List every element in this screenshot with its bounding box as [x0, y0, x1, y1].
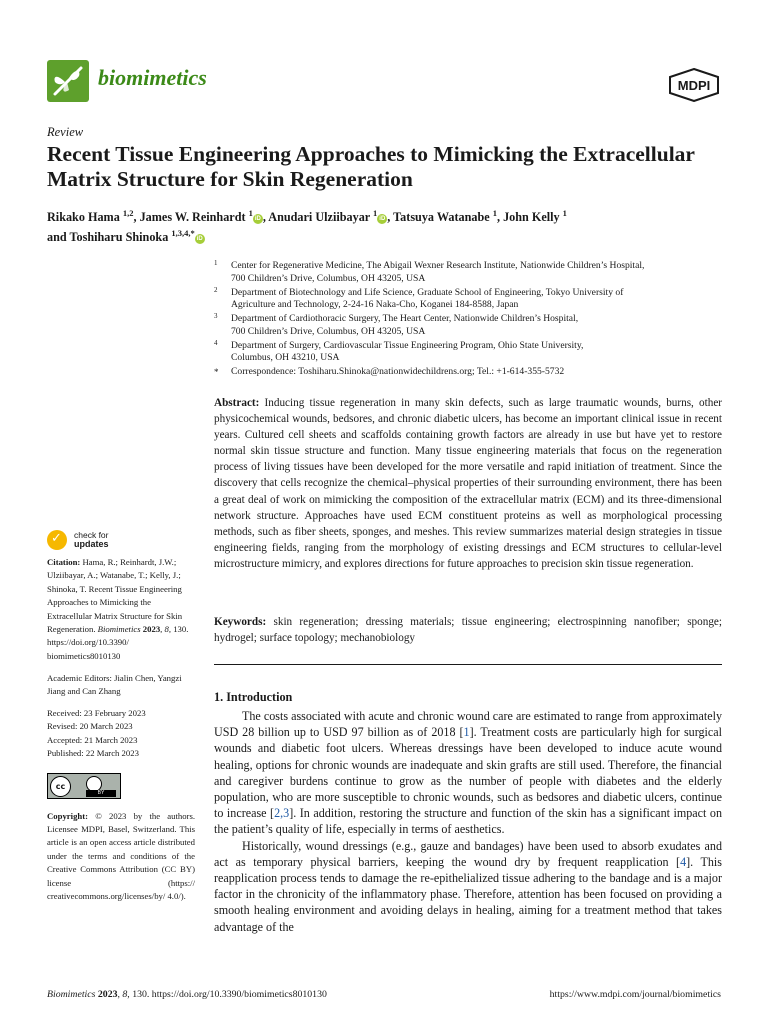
affiliation-item	[214, 340, 724, 365]
author-name: Toshiharu Shinoka	[69, 230, 169, 245]
affiliation-item	[214, 287, 724, 312]
section-heading: 1. Introduction	[214, 690, 293, 704]
citation: Citation: Hama, R.; Reinhardt, J.W.; Ulziibayar, A.; Watanabe, T.; Kelly, J.; Shinoka, T. Recent Tissue Engineering Approaches to Mimicking the Extracellular Matrix Structure for Skin Regeneration. Biomimetics 2023, 8, 130. https://doi.org/10.3390/ biomimetics8010130	[47, 557, 189, 661]
affiliation-number: 2	[214, 285, 218, 294]
reference-link[interactable]: 2,3	[274, 806, 290, 821]
copyright-label: Copyright:	[47, 810, 89, 821]
dragonfly-icon	[47, 60, 89, 102]
footer-doi[interactable]: , 130. https://doi.org/10.3390/biomimetics8010130	[127, 989, 327, 1000]
affiliation-number: 3	[214, 312, 218, 321]
citation-text: Hama, R.; Reinhardt, J.W.; Ulziibayar, A.; Watanabe, T.; Kelly, J.; Shinoka, T. Recent Tissue Engineering Approaches to Mimicking the Extracellular Matrix Structure for Skin Regeneration.	[47, 557, 183, 635]
accepted-date: Accepted: 21 March 2023	[47, 734, 138, 745]
paragraph-text: ]. In addition, restoring the structure and function of the skin has a significant impact on the patient’s quality of life, especially in terms of aesthetics.	[214, 806, 723, 837]
correspondence-line[interactable]: Correspondence: Toshiharu.Shinoka@nationwidechildrens.org; Tel.: +1-614-355-5732	[231, 366, 565, 378]
affiliation-line: 700 Children’s Drive, Columbus, OH 43205, USA	[231, 325, 426, 337]
author-affiliation-mark: 1	[373, 208, 378, 218]
article-type: Review	[47, 125, 84, 139]
paragraph-text: ]. This reapplication process tends to damage the re-epithelialized tissue adhering to the bandage and is a major factor in the chronicity of the inflammatory phase. Therefore, attention has been focused on providing a smooth healing environment and avoiding delays in healing, aiming for a treatment method that takes advantage of the	[214, 854, 723, 934]
keywords	[214, 614, 722, 646]
paragraph-text: ]. Treatment costs are particularly high for surgical wounds and diabetic foot ulcers. Whereas dressings have been developed to induce acute wound healing, options for chronic wounds are inadequate and skin grafts are still used. Therefore, the financial and caregiver burdens continue to grow as the number of people with diabetes and the elderly population, who are more susceptible to chronic wounds, such as bedsores and diabetic ulcers, continue to increase [	[214, 725, 723, 821]
citation-doi[interactable]: https://doi.org/10.3390/	[47, 637, 129, 648]
orcid-icon[interactable]: iD	[379, 216, 386, 223]
correspondence-mark: *	[214, 367, 219, 378]
author-name: Rikako Hama	[47, 210, 120, 225]
affiliation-number: 4	[214, 338, 218, 347]
footer-volume: 8	[122, 989, 128, 1000]
revised-date: Revised: 20 March 2023	[47, 721, 133, 732]
cc-by-license-badge[interactable]	[47, 773, 121, 799]
keywords-text: skin regeneration; dressing materials; tissue engineering; electrospinning nanofiber; sponge; hydrogel; surface topology; mechanobiology	[214, 616, 722, 645]
journal-logo	[47, 60, 89, 102]
creative-commons-icon: cc	[50, 776, 71, 797]
author-affiliation-mark: 1	[562, 208, 567, 218]
keywords-label: Keywords:	[214, 616, 267, 628]
orcid-icon[interactable]: iD	[196, 236, 203, 243]
published-date: Published: 22 March 2023	[47, 748, 139, 759]
orcid-icon[interactable]: iD	[254, 216, 261, 223]
citation-year: 2023	[142, 624, 161, 635]
citation-pages: , 130.	[168, 624, 189, 635]
affiliation-line: Department of Surgery, Cardiovascular Tissue Engineering Program, Ohio State University,	[231, 339, 584, 351]
received-date: Received: 23 February 2023	[47, 708, 146, 719]
author-name: James W. Reinhardt	[139, 210, 246, 225]
divider	[214, 664, 722, 665]
author-name: Anudari Ulziibayar	[268, 210, 370, 225]
copyright-text: © 2023 by the authors. Licensee MDPI, Basel, Switzerland. This article is an open access article distributed under the terms and conditions of the Creative Commons Attribution (CC BY) license (https:// creativecommons.org/licenses/by/ 4.0/).	[47, 810, 195, 902]
mdpi-logo[interactable]	[668, 68, 720, 102]
footer-journal: Biomimetics	[47, 989, 96, 1000]
author-affiliation-mark: 1,2	[122, 208, 134, 218]
author-affiliation-mark: 1	[492, 208, 497, 218]
copyright	[47, 810, 195, 904]
affiliation-item	[214, 260, 724, 285]
affiliation-line: 700 Children’s Drive, Columbus, OH 43205, USA	[231, 272, 426, 284]
author-name: Tatsuya Watanabe	[393, 210, 490, 225]
paragraph-text: The costs associated with acute and chronic wound care are estimated to range from approximately USD 28 billion up to USD 97 billion as of 2018 [	[214, 709, 722, 740]
check-line-2: updates	[74, 539, 109, 549]
affiliation-line: Columbus, OH 43210, USA	[231, 352, 340, 364]
reference-link[interactable]: 4	[680, 854, 687, 869]
sidebar	[47, 556, 195, 912]
author-affiliation-mark: 1	[248, 208, 253, 218]
citation-doi-cont[interactable]: biomimetics8010130	[47, 650, 121, 661]
check-icon	[47, 530, 67, 550]
author-name: John Kelly	[503, 210, 560, 225]
introduction-body	[214, 708, 722, 935]
affiliation-line: Department of Cardiothoracic Surgery, The Heart Center, Nationwide Children’s Hospital,	[231, 313, 579, 325]
affiliation-line: Center for Regenerative Medicine, The Abigail Wexner Research Institute, Nationwide Children’s Hospital,	[231, 260, 645, 271]
paragraph-text: Historically, wound dressings (e.g., gauze and bandages) have been used to absorb exudates and act as temporary physical barriers, keeping the wound dry by frequent reapplication [	[214, 838, 722, 869]
reference-link[interactable]: 1	[463, 725, 470, 740]
affiliation-line: Agriculture and Technology, 2-24-16 Naka-Cho, Koganei 184-8588, Japan	[231, 299, 519, 311]
abstract-text: Inducing tissue regeneration in many skin defects, such as large traumatic wounds, burns, other physicochemical wounds, bedsores, and chronic diabetic ulcers, has become an important clinical issue in recent years. Cultured cell sheets and scaffolds containing growth factors are already in use but have yet to restore normal skin tissue structure and function. Many tissue engineering materials that focus on the regeneration process of living tissues have been developed for the more versatile and rapid initiation of treatment. Since the discovery that cells recognize the chemical–physical properties of their surrounding environment, there has been a great deal of work on mimicking the composition of the extracellular matrix (ECM) and its three-dimensional network structure. Approaches have used ECM constituent proteins as well as morphological processing methods, such as fiber sheets, sponges, and meshes. This review summarizes material design strategies in tissue engineering fields, ranging from the morphology of existing dressings and ECM structures to cellular-level microstructure mimicry, and explores directions for future approaches to precision skin tissue regeneration.	[214, 397, 723, 570]
footer-citation: Biomimetics 2023, 8, 130. https://doi.org/10.3390/biomimetics8010130	[47, 989, 327, 1000]
author-affiliation-mark: 1,3,4,*	[171, 228, 195, 239]
check-for-updates-label	[74, 531, 109, 549]
dates	[47, 707, 195, 761]
paragraph	[214, 838, 722, 935]
citation-volume: 8	[164, 624, 169, 635]
publisher-name: MDPI	[677, 78, 711, 93]
citation-journal: Biomimetics	[97, 624, 141, 635]
mdpi-hexagon-icon	[668, 68, 720, 102]
paragraph	[214, 708, 722, 838]
academic-editors: Academic Editors: Jialin Chen, Yangzi Jiang and Can Zhang	[47, 672, 182, 697]
article-title: Recent Tissue Engineering Approaches to Mimicking the Extracellular Matrix Structure for Skin Regeneration	[47, 142, 695, 191]
affiliations	[214, 260, 724, 380]
citation-label: Citation:	[47, 557, 81, 567]
check-line-1: check for	[74, 530, 109, 540]
journal-name[interactable]: biomimetics	[98, 65, 207, 90]
cc-by-label: BY	[86, 790, 116, 797]
abstract-label: Abstract:	[214, 397, 260, 409]
footer-year: 2023	[97, 989, 118, 1000]
footer-journal-url[interactable]: https://www.mdpi.com/journal/biomimetics	[549, 989, 721, 1000]
abstract	[214, 395, 722, 572]
check-for-updates-button[interactable]	[47, 530, 109, 550]
affiliation-line: Department of Biotechnology and Life Science, Graduate School of Engineering, Tokyo University of	[231, 286, 624, 298]
affiliation-number: 1	[214, 259, 218, 267]
author-list: Rikako Hama $^{1,2}$, James W. Reinhardt $^1$iD , Anudari Ulziibayar $^1$iD , Tatsuya Watanabe $^1$, John Kelly $^1$ and Toshiharu Shinoka $^{1,3,4,*}$iD	[47, 208, 567, 245]
affiliation-item	[214, 313, 724, 338]
correspondence	[214, 366, 724, 379]
